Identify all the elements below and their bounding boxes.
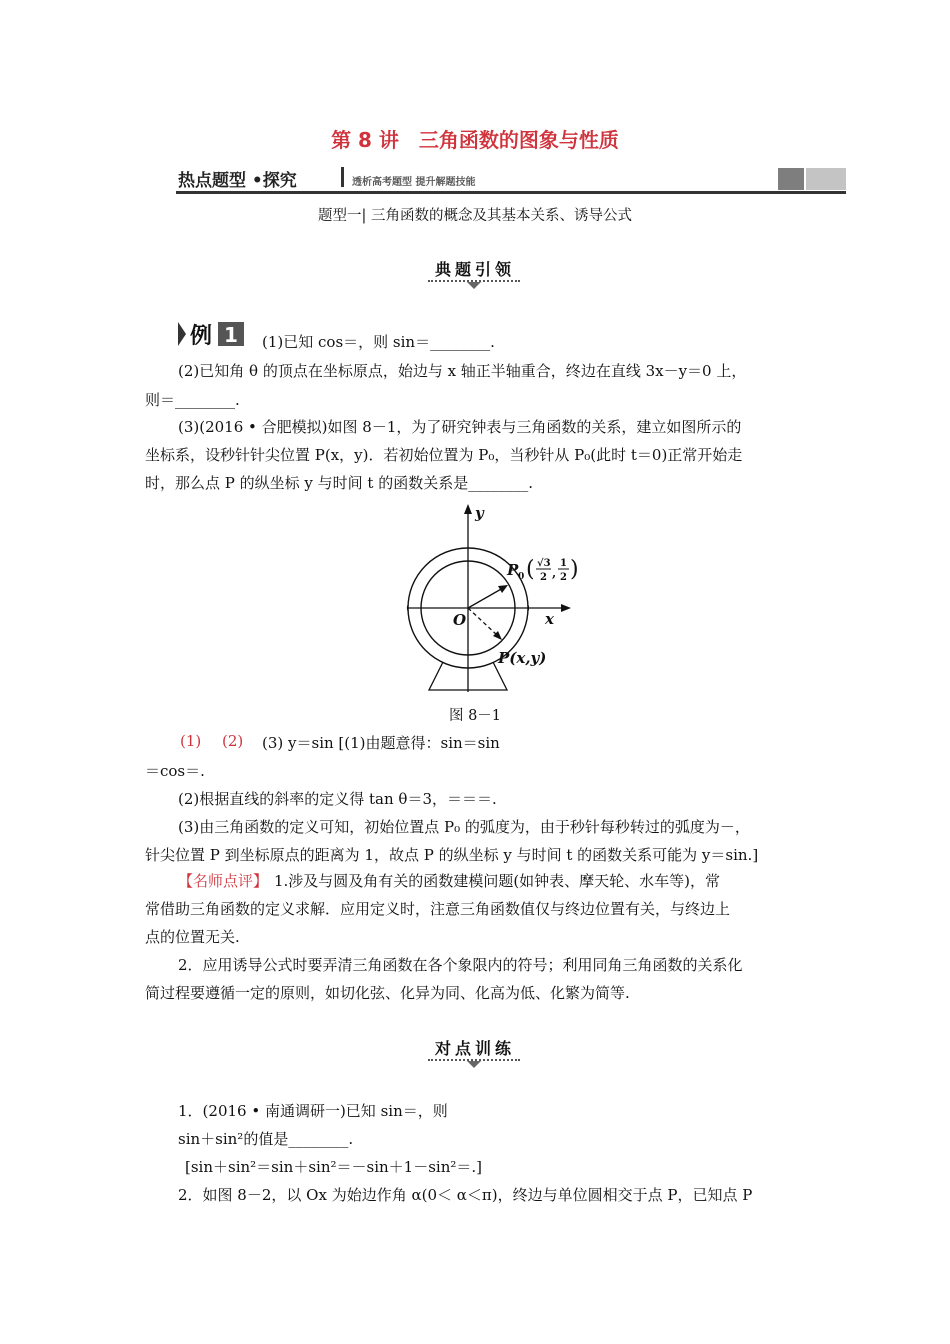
band-separator xyxy=(341,167,344,187)
comment-line: 点的位置无关. xyxy=(145,928,240,946)
example-badge-number: 1 xyxy=(224,323,238,347)
example-line: (2)已知角 θ 的顶点在坐标原点，始边与 x 轴正半轴重合，终边在直线 3x－y＝0 上， xyxy=(178,362,747,380)
band-decor-light xyxy=(806,168,846,190)
band-label: 热点题型 •探究 xyxy=(178,171,297,191)
answer-2: (2) xyxy=(222,732,244,750)
point-p0-subscript: 0 xyxy=(518,572,525,582)
example-badge-word: 例 xyxy=(190,324,213,348)
training-line: sin＋sin²的值是________. xyxy=(178,1130,354,1148)
comment-line: 1.涉及与圆及角有关的函数建模问题(如钟表、摩天轮、水车等)，常 xyxy=(274,872,721,890)
p0-x-denominator: 2 xyxy=(540,572,547,583)
example-line: 则＝________. xyxy=(145,391,240,409)
svg-text:(: ( xyxy=(526,557,535,582)
training-line: 2．如图 8－2，以 Ox 为始边作角 α(0＜ α＜π)，终边与单位圆相交于点 P，已知点 P xyxy=(178,1186,753,1204)
heading-arrow-icon xyxy=(467,1061,481,1068)
axis-label-x: x xyxy=(545,610,554,628)
example-badge xyxy=(178,320,248,352)
svg-text:,: , xyxy=(552,566,557,580)
comment-tag: 【名师点评】 xyxy=(178,872,269,890)
point-p-label: P(x,y) xyxy=(498,649,547,667)
example-line: (3)(2016 • 合肥模拟)如图 8－1，为了研究钟表与三角函数的关系，建立如图所示的 xyxy=(178,418,742,436)
heading-dianti: 典题引领 xyxy=(434,260,515,279)
point-p0-label: P xyxy=(507,561,519,579)
page-title: 第 8 讲 三角函数的图象与性质 xyxy=(331,128,619,152)
axis-label-y: y xyxy=(475,504,484,522)
training-line: [sin＋sin²＝sin＋sin²＝－sin＋1－sin²＝.] xyxy=(185,1158,482,1176)
solution-line: (3)由三角函数的定义可知，初始位置点 P₀ 的弧度为，由于秒针每秒转过的弧度为－， xyxy=(178,818,750,836)
solution-line: 针尖位置 P 到坐标原点的距离为 1，故点 P 的纵坐标 y 与时间 t 的函数关系可能为 y＝sin.] xyxy=(145,846,759,864)
p0-y-denominator: 2 xyxy=(560,572,567,583)
heading-arrow-icon xyxy=(467,282,481,289)
example-line: (1)已知 cos＝，则 sin＝________. xyxy=(262,333,495,351)
training-line: 1．(2016 • 南通调研一)已知 sin＝，则 xyxy=(178,1102,448,1120)
clock-figure xyxy=(395,500,595,704)
example-line: 坐标系，设秒针针尖位置 P(x，y)．若初始位置为 P₀，当秒针从 P₀(此时 t＝0)正常开始走 xyxy=(145,446,743,464)
figure-caption: 图 8－1 xyxy=(448,708,502,724)
solution-line: (3) y＝sin [(1)由题意得：sin＝sin xyxy=(262,734,500,752)
solution-line: (2)根据直线的斜率的定义得 tan θ＝3，＝＝＝. xyxy=(178,790,497,808)
p0-y-numerator: 1 xyxy=(560,558,567,569)
example-line: 时，那么点 P 的纵坐标 y 与时间 t 的函数关系是________. xyxy=(145,474,533,492)
comment-line: 2．应用诱导公式时要弄清三角函数在各个象限内的符号；利用同角三角函数的关系化 xyxy=(178,956,743,974)
section-title: 题型一| 三角函数的概念及其基本关系、诱导公式 xyxy=(318,208,632,224)
comment-line: 常借助三角函数的定义求解．应用定义时，注意三角函数值仅与终边位置有关，与终边上 xyxy=(145,900,731,918)
solution-line: ＝cos＝. xyxy=(145,762,205,780)
band-decor-dark xyxy=(778,168,804,190)
p0-x-numerator: √3 xyxy=(537,558,551,569)
svg-text:): ) xyxy=(570,557,579,582)
answer-1: (1) xyxy=(180,732,202,750)
band-subtitle: 透析高考题型 提升解题技能 xyxy=(352,177,476,188)
heading-duidian: 对点训练 xyxy=(434,1039,515,1058)
origin-label: O xyxy=(453,611,467,629)
band-rule xyxy=(176,191,846,194)
comment-line: 简过程要遵循一定的原则，如切化弦、化异为同、化高为低、化繁为简等. xyxy=(145,984,630,1002)
